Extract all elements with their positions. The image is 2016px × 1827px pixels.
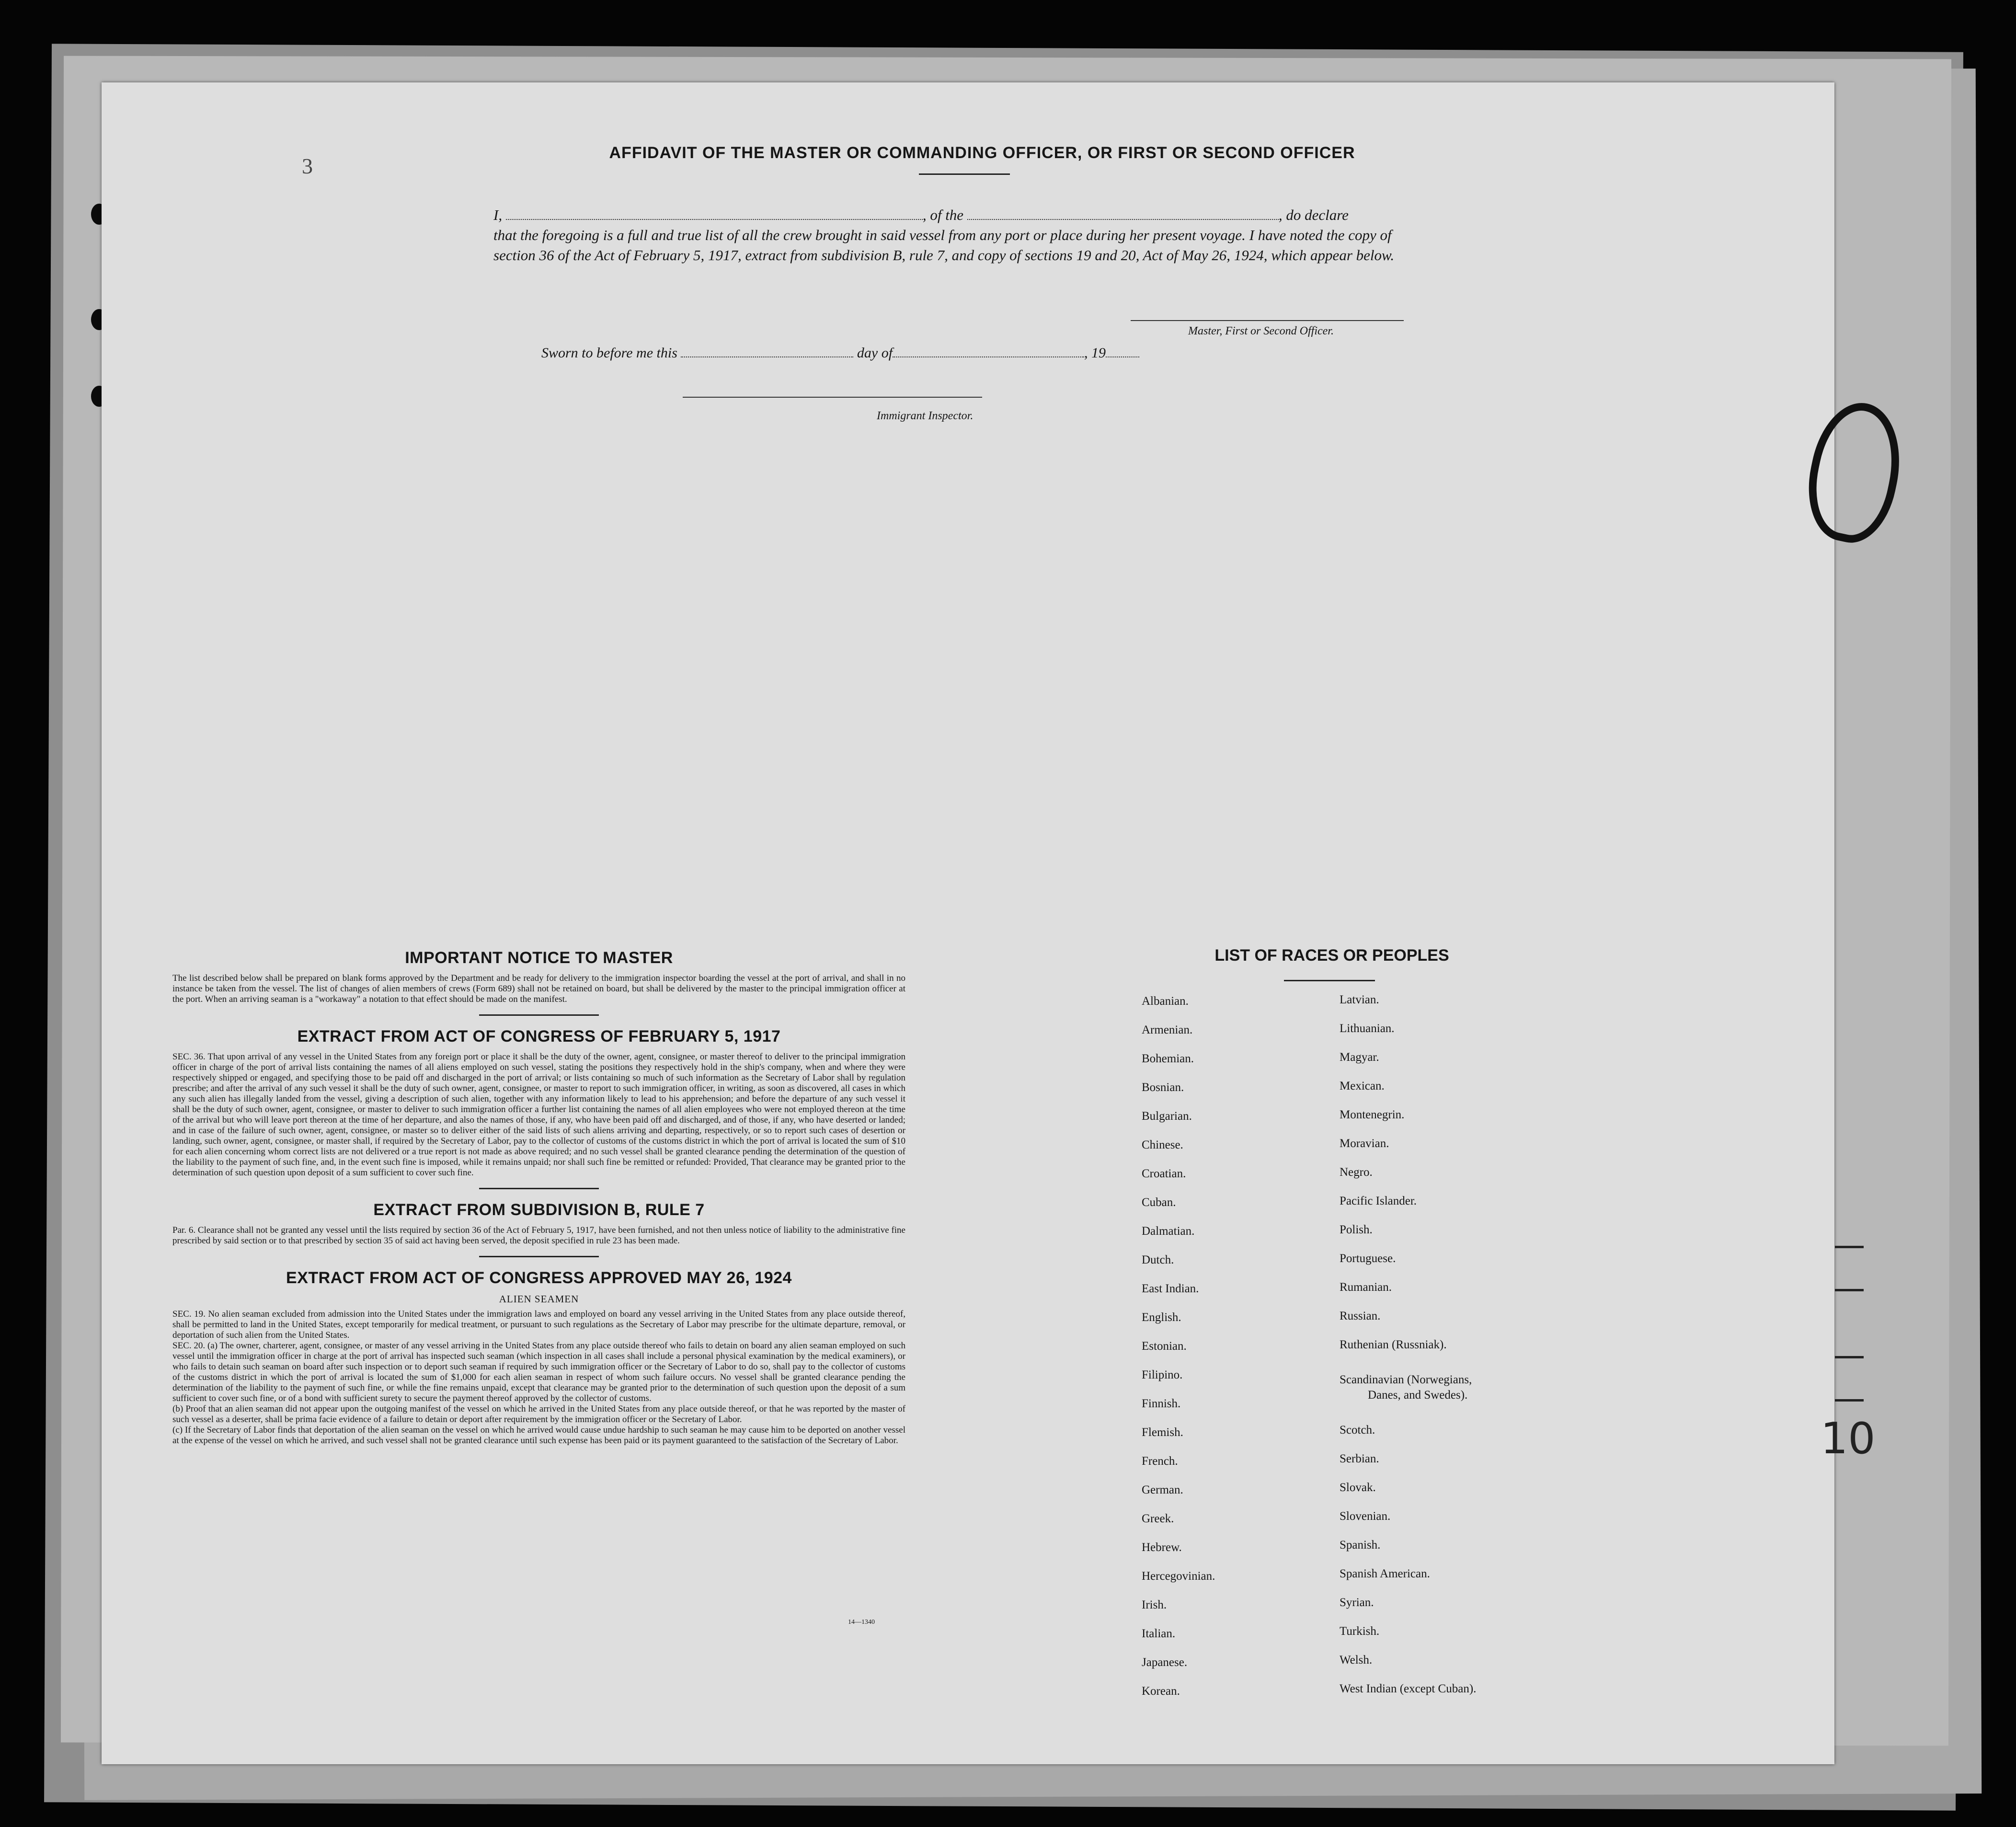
race-item: Korean. (1142, 1685, 1180, 1698)
race-item: West Indian (except Cuban). (1340, 1682, 1477, 1695)
race-item: Japanese. (1142, 1656, 1188, 1669)
race-item: Irish. (1142, 1598, 1167, 1611)
race-item: East Indian. (1142, 1282, 1199, 1295)
race-item: Mexican. (1340, 1080, 1385, 1092)
race-item: Cuban. (1142, 1196, 1176, 1209)
declaration-line (493, 205, 1437, 225)
vessel-blank[interactable] (967, 219, 1279, 220)
extract-1917-title: EXTRACT FROM ACT OF CONGRESS OF FEBRUARY 5, 1917 (297, 1027, 781, 1046)
race-item: Portuguese. (1340, 1252, 1396, 1265)
race-item: Montenegrin. (1340, 1108, 1405, 1121)
race-item: English. (1142, 1311, 1181, 1324)
affidavit-title: AFFIDAVIT OF THE MASTER OR COMMANDING OFFICER, OR FIRST OR SECOND OFFICER (609, 144, 1355, 162)
sec-20a-text: SEC. 20. (a) The owner, charterer, agent, consignee, or master of any vessel arriving in the United States from any place outside thereof who fails to detain on board any alien seaman employed on such vessel until the immigration officer in charge at the port of arrival has inspected such seaman (which inspection in all cases shall include a personal physical examination by the medical examiners), or who fails to detain such seaman on board after such inspection or to deport such seaman if required by such immigration officer or the Secretary of Labor to do so, shall pay to the collector of customs of the customs district in which the port of arrival is located the sum of $1,000 for each alien seaman in respect of whom such failure occurs. No vessel shall be granted clearance pending the determination of the liability to the payment of such fine, or while the fine remains unpaid, except that clearance may be granted prior to the determination of such question upon the deposit of a sum sufficient to cover such fine, or of a bond with sufficient surety to secure the payment thereof approved by the collector of customs. (172, 1341, 905, 1403)
race-item: Armenian. (1142, 1023, 1193, 1036)
race-item: Turkish. (1340, 1625, 1380, 1638)
races-divider (1284, 980, 1375, 981)
form-number: 14—1340 (848, 1619, 875, 1626)
section-divider (479, 1014, 599, 1016)
race-item: Slovenian. (1340, 1510, 1391, 1523)
race-item: Croatian. (1142, 1167, 1186, 1180)
handwritten-number: 10 (1821, 1413, 1876, 1464)
extract-1917-text: SEC. 36. That upon arrival of any vessel in the United States from any foreign port or place it shall be the duty of the owner, agent, consignee, or master thereof to deliver to the principal immigration officer in charge of the port of arrival lists containing the names of all aliens employed on such vessel, stating the positions they respectively hold in the ship's company, when and where they were respectively shipped or engaged, and specifying those to be paid off and discharged in the port of arrival; or lists containing so much of such information as the Secretary of Labor shall by regulation prescribe; and after the arrival of any such vessel it shall be the duty of such owner, agent, consignee, or master to report to such immigration officer, in writing, as soon as discovered, all cases in which any such alien has illegally landed from the vessel, giving a description of such alien, together with any information likely to lead to his apprehension; and before the departure of any such vessel it shall be the duty of such owner, agent, consignee, or master to deliver to such immigration officer a further list containing the names of all alien employees who were not employed thereon at the time of the arrival but who will leave port thereon at the time of her departure, and also the names of those, if any, who have been paid off and discharged, and of those, if any, who have deserted or landed; and in case of the failure of such owner, agent, consignee, or master so to deliver either of the said lists of such aliens arriving and departing, respectively, or so to report such cases of desertion or landing, such owner, agent, consignee, or master shall, if required by the Secretary of Labor, pay to the collector of customs of the customs district in which the port of arrival is located the sum of $10 for each alien concerning whom correct lists are not delivered or a true report is not made as above required; and no such vessel shall be granted clearance pending the determination of the question of the liability to the payment of such fine, and, in the event such fine is imposed, while it remains unpaid; nor shall such fine be remitted or refunded: Provided, That clearance may be granted prior to the determination of such question upon deposit of a sum sufficient to cover such fine. (172, 1052, 905, 1178)
declaration-body: that the foregoing is a full and true list of all the crew brought in said vessel from any port or place during her present voyage. I have noted the copy of section 36 of the Act of February 5, 1917, extract from subdivision B, rule 7, and copy of sections 19 and 20, Act of May 26, 1924, which appear below. (493, 227, 1395, 264)
race-item: Spanish American. (1340, 1567, 1430, 1580)
race-item: Scandinavian (Norwegians, (1340, 1373, 1472, 1386)
race-item: Bulgarian. (1142, 1110, 1192, 1123)
race-item: Slovak. (1340, 1481, 1376, 1494)
race-item: Russian. (1340, 1310, 1381, 1322)
handwritten-tick (1835, 1399, 1864, 1402)
extract-rule7-title: EXTRACT FROM SUBDIVISION B, RULE 7 (373, 1201, 705, 1219)
handwritten-tick (1835, 1289, 1864, 1291)
race-item: Welsh. (1340, 1654, 1373, 1666)
declaration-of-the: , of the (922, 207, 964, 223)
sworn-text: Sworn to before me this (541, 345, 677, 361)
sworn-month-blank[interactable] (893, 356, 1084, 357)
race-item: Estonian. (1142, 1340, 1187, 1353)
extract-rule7-text: Par. 6. Clearance shall not be granted any vessel until the lists required by section 36 of the Act of February 5, 1917, have been furnished, and not then unless notice of liability to the administrative fine prescribed by said section or to that prescribed by section 35 of said act having been served, the deposit specified in rule 23 has been made. (172, 1225, 905, 1246)
sworn-day-blank[interactable] (681, 356, 853, 357)
race-item: Danes, and Swedes). (1368, 1389, 1468, 1402)
page-mark: 3 (302, 154, 313, 178)
sworn-day-of: day of (857, 345, 893, 361)
sec-20c-text: (c) If the Secretary of Labor finds that deportation of the alien seaman on the vessel on which he arrived would cause undue hardship to such seaman he may cause him to be deported on another vessel at the expense of the vessel on which he arrived, and such vessel shall not be granted clearance until such expense has been paid or its payment guaranteed to the satisfaction of the Secretary of Labor. (172, 1425, 905, 1446)
inspector-signature-label: Immigrant Inspector. (877, 410, 974, 422)
sworn-year-prefix: , 19 (1084, 345, 1106, 361)
race-item: German. (1142, 1483, 1183, 1496)
section-divider (479, 1188, 599, 1189)
race-item: Serbian. (1340, 1452, 1379, 1465)
handwritten-tick (1835, 1356, 1864, 1358)
sec-19-text: SEC. 19. No alien seaman excluded from admission into the United States under the immigration laws and employed on board any vessel arriving in the United States from any place outside thereof, shall be permitted to land in the United States, except temporarily for medical treatment, or pursuant to such regulations as the Secretary of Labor may prescribe for the ultimate departure, removal, or deportation of such alien from the United States. (172, 1309, 905, 1340)
race-item: Rumanian. (1340, 1281, 1392, 1294)
race-item: Lithuanian. (1340, 1022, 1395, 1035)
race-item: Moravian. (1340, 1137, 1389, 1150)
race-item: Pacific Islander. (1340, 1195, 1417, 1207)
master-signature-line[interactable] (1131, 320, 1404, 321)
race-item: Ruthenian (Russniak). (1340, 1338, 1447, 1351)
extract-1924-title: EXTRACT FROM ACT OF CONGRESS APPROVED MAY 26, 1924 (286, 1269, 792, 1287)
handwritten-tick (1835, 1246, 1864, 1248)
race-item: Dutch. (1142, 1253, 1174, 1266)
notice-title: IMPORTANT NOTICE TO MASTER (405, 949, 673, 967)
notice-text: The list described below shall be prepared on blank forms approved by the Department and be ready for delivery to the immigration inspector boarding the vessel at the port of arrival, and shall in no instance be taken from the vessel. The list of changes of alien members of crews (Form 689) shall not be retained on board, but shall be delivered by the master to the principal immigration officer at the port. When an arriving seaman is a "workaway" a notation to that effect should be made on the manifest. (172, 973, 905, 1004)
race-item: Flemish. (1142, 1426, 1183, 1439)
race-item: Syrian. (1340, 1596, 1374, 1609)
race-item: Scotch. (1340, 1424, 1375, 1436)
race-item: Italian. (1142, 1627, 1176, 1640)
sworn-year-blank[interactable] (1106, 356, 1139, 357)
race-item: Magyar. (1340, 1051, 1379, 1064)
race-item: Filipino. (1142, 1368, 1183, 1381)
sworn-line (541, 345, 1139, 361)
extract-1924-subtitle: ALIEN SEAMEN (499, 1293, 579, 1305)
race-item: Bosnian. (1142, 1081, 1184, 1094)
race-item: Hebrew. (1142, 1541, 1182, 1554)
master-signature-label: Master, First or Second Officer. (1188, 325, 1334, 337)
race-item: Greek. (1142, 1512, 1174, 1525)
races-title: LIST OF RACES OR PEOPLES (1214, 946, 1449, 965)
race-item: Chinese. (1142, 1138, 1183, 1151)
race-item: Albanian. (1142, 995, 1189, 1008)
race-item: Bohemian. (1142, 1052, 1194, 1065)
name-blank[interactable] (506, 219, 923, 220)
race-item: Spanish. (1340, 1539, 1381, 1551)
race-item: Negro. (1340, 1166, 1373, 1179)
inspector-signature-line[interactable] (683, 397, 982, 398)
race-item: Hercegovinian. (1142, 1570, 1215, 1583)
race-item: French. (1142, 1455, 1178, 1468)
declaration-do-declare: , do declare (1278, 207, 1349, 223)
race-item: Latvian. (1340, 993, 1379, 1006)
sec-20b-text: (b) Proof that an alien seaman did not appear upon the outgoing manifest of the vessel on which he arrived in the United States from any place outside thereof, or that he was reported by the master of such vessel as a deserter, shall be prima facie evidence of a failure to detain or deport after requirement by the immigration officer or the Secretary of Labor. (172, 1404, 905, 1425)
declaration-i: I, (493, 207, 503, 223)
notice-column (172, 949, 905, 1446)
affidavit-statement (493, 205, 1437, 265)
race-item: Dalmatian. (1142, 1225, 1195, 1238)
form-page (102, 82, 1834, 1764)
title-divider (919, 173, 1010, 175)
section-divider (479, 1256, 599, 1257)
race-item: Finnish. (1142, 1397, 1181, 1410)
race-item: Polish. (1340, 1223, 1373, 1236)
